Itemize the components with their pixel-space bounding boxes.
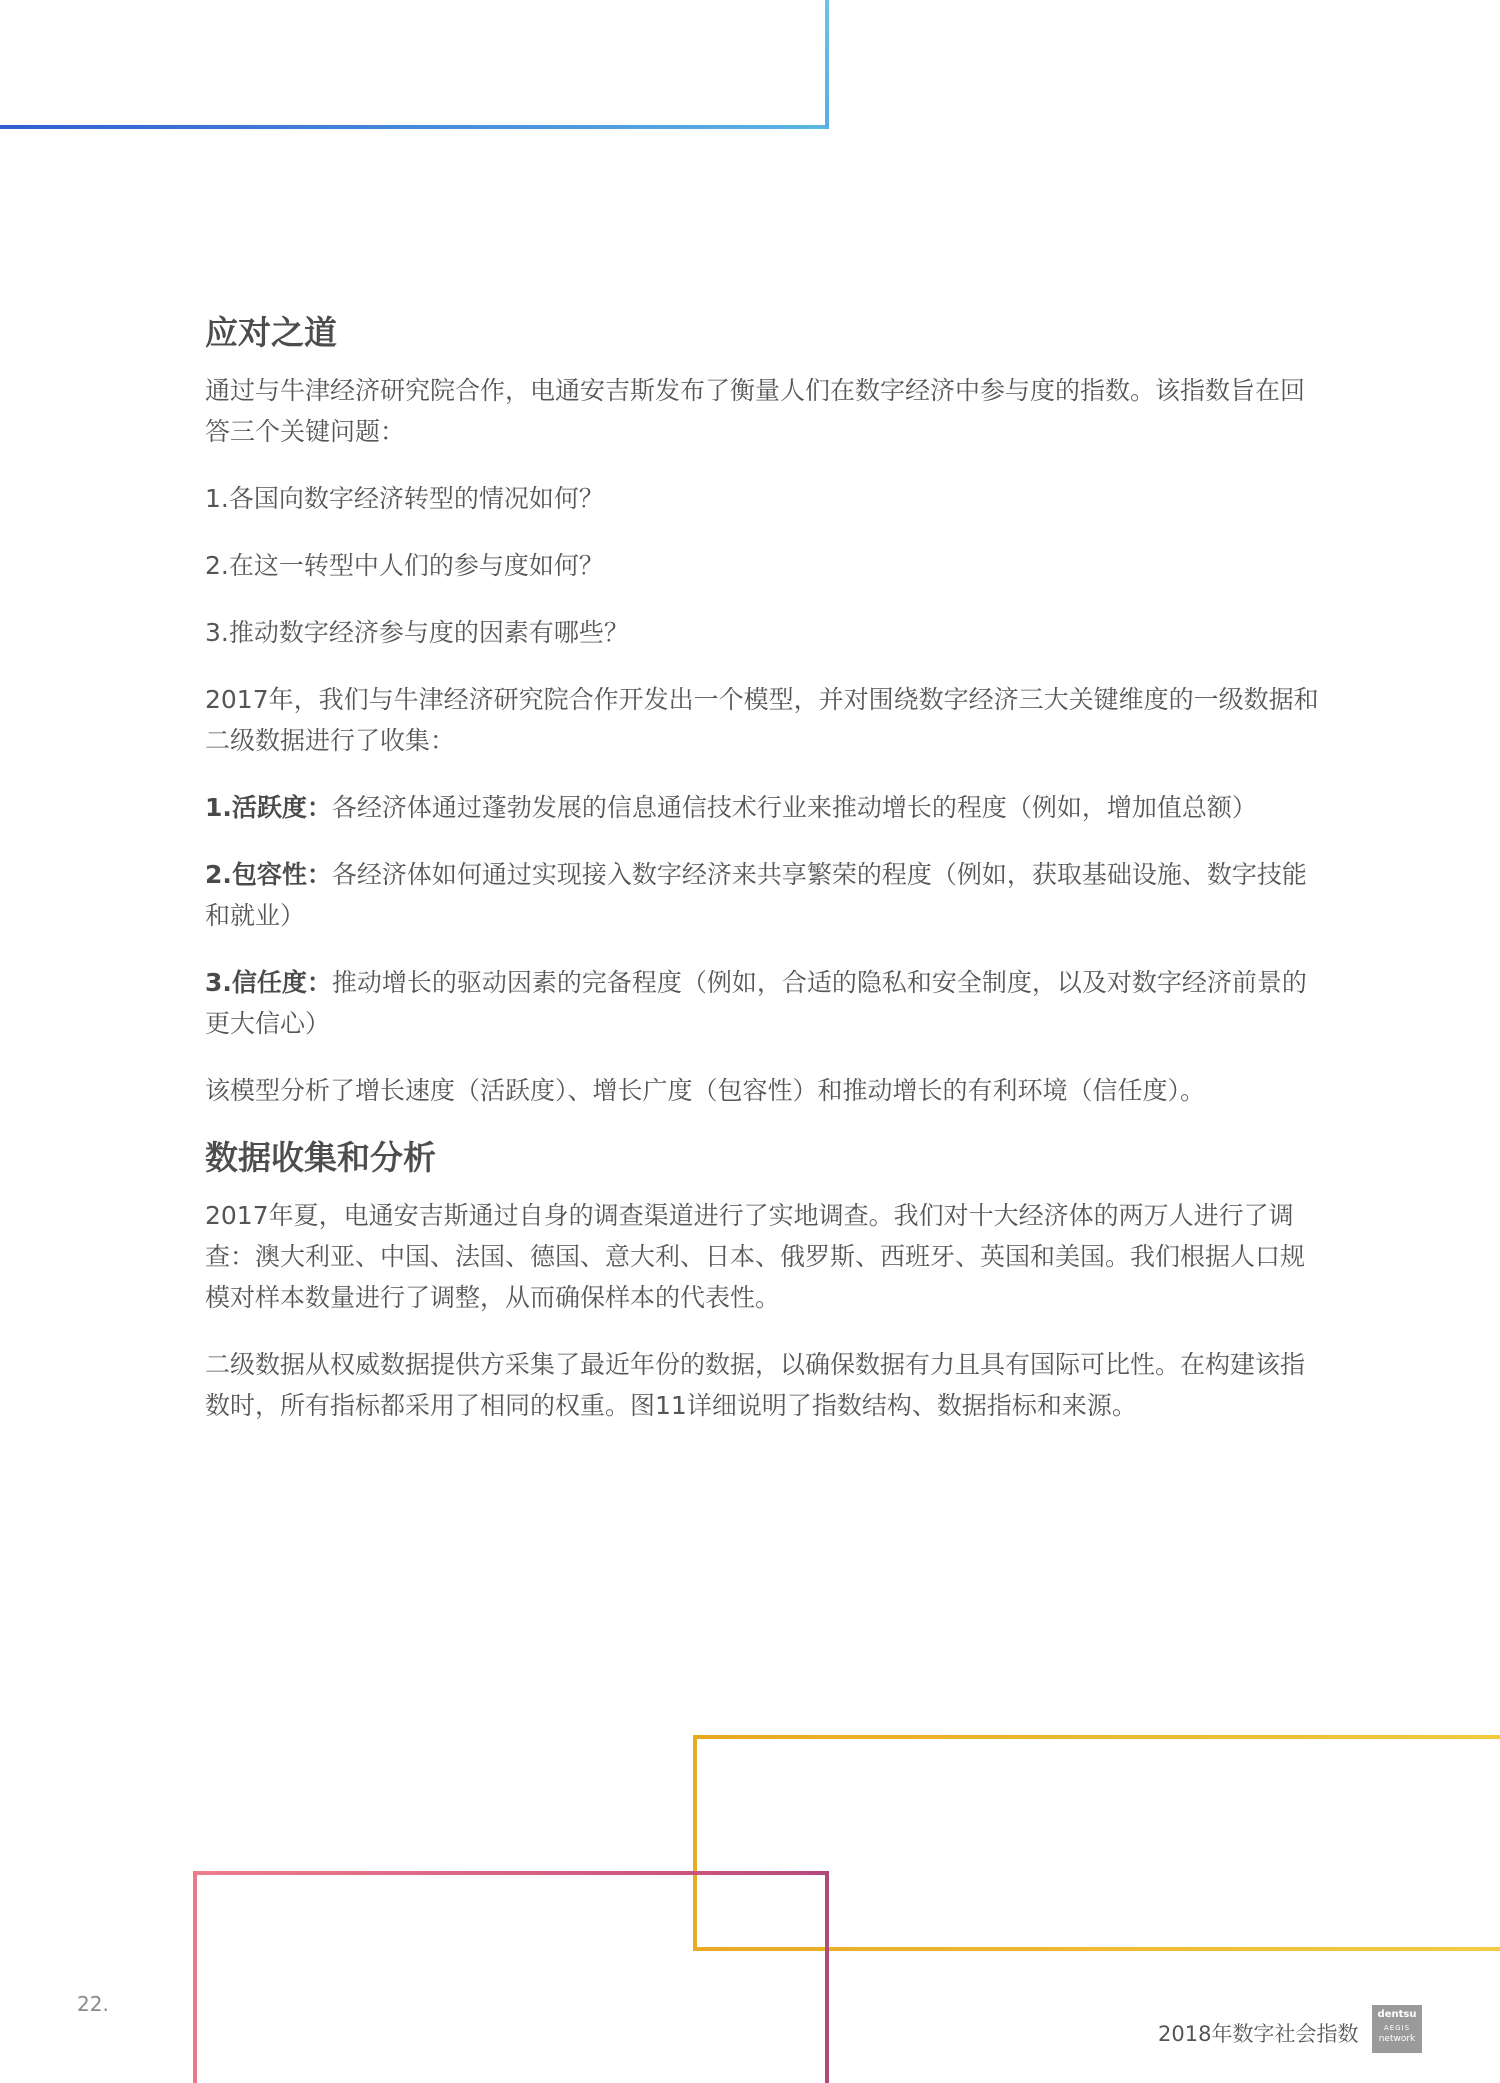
data-paragraph-2: 二级数据从权威数据提供方采集了最近年份的数据，以确保数据有力且具有国际可比性。在构建该指数时，所有指标都采用了相同的权重。图11详细说明了指数结构、数据指标和来源。 [205, 1350, 1306, 1421]
dimension-item-inclusion [205, 854, 1325, 936]
model-paragraph: 2017年，我们与牛津经济研究院合作开发出一个模型，并对围绕数字经济三大关键维度的一级数据和二级数据进行了收集： [205, 685, 1319, 756]
intro-paragraph: 通过与牛津经济研究院合作，电通安吉斯发布了衡量人们在数字经济中参与度的指数。该指数旨在回答三个关键问题： [205, 376, 1306, 447]
summary-paragraph: 该模型分析了增长速度（活跃度）、增长广度（包容性）和推动增长的有利环境（信任度）。 [205, 1076, 1206, 1106]
dentsu-aegis-logo [1372, 2005, 1422, 2053]
dimension-text: 各经济体如何通过实现接入数字经济来共享繁荣的程度（例如，获取基础设施、数字技能和就业） [205, 860, 1307, 931]
logo-text-network: network [1378, 2034, 1416, 2044]
dimension-text: 各经济体通过蓬勃发展的信息通信技术行业来推动增长的程度（例如，增加值总额） [331, 793, 1257, 823]
section-heading-data-collection: 数据收集和分析 [205, 1138, 436, 1178]
data-paragraph-1: 2017年夏，电通安吉斯通过自身的调查渠道进行了实地调查。我们对十大经济体的两万人进行了调查：澳大利亚、中国、法国、德国、意大利、日本、俄罗斯、西班牙、英国和美国。我们根据人口规模对样本数量进行了调整，从而确保样本的代表性。 [205, 1201, 1306, 1313]
dimension-lead: 3.信任度： [205, 968, 332, 998]
pink-frame-left-edge [193, 1871, 197, 2083]
question-item-1: 1.各国向数字经济转型的情况如何？ [205, 484, 604, 514]
pink-frame-top-edge [193, 1871, 829, 1875]
dimension-lead: 1.活跃度： [205, 793, 332, 823]
logo-text-dentsu: dentsu [1377, 2009, 1417, 2020]
footer-report-title: 2018年数字社会指数 [1158, 2022, 1359, 2046]
logo-text-aegis: AEGIS [1383, 2024, 1411, 2032]
yellow-frame-top-edge [693, 1735, 1500, 1739]
dimension-item-trust [205, 962, 1325, 1044]
question-item-3: 3.推动数字经济参与度的因素有哪些？ [205, 618, 629, 648]
dimension-lead: 2.包容性： [205, 860, 332, 890]
dimension-text: 推动增长的驱动因素的完备程度（例如，合适的隐私和安全制度，以及对数字经济前景的更大信心） [205, 968, 1307, 1039]
top-blue-frame-right-edge [825, 0, 829, 129]
dimension-item-activity [205, 787, 1325, 828]
question-item-2: 2.在这一转型中人们的参与度如何？ [205, 551, 604, 581]
top-blue-frame-bottom-edge [0, 125, 829, 129]
document-body [205, 300, 1325, 1426]
section-heading-approach: 应对之道 [205, 313, 337, 352]
yellow-frame-left-edge [693, 1735, 697, 1951]
page-number: 22. [77, 1992, 109, 2016]
pink-frame-right-edge [825, 1871, 829, 2083]
yellow-frame-bottom-edge [693, 1947, 1500, 1951]
